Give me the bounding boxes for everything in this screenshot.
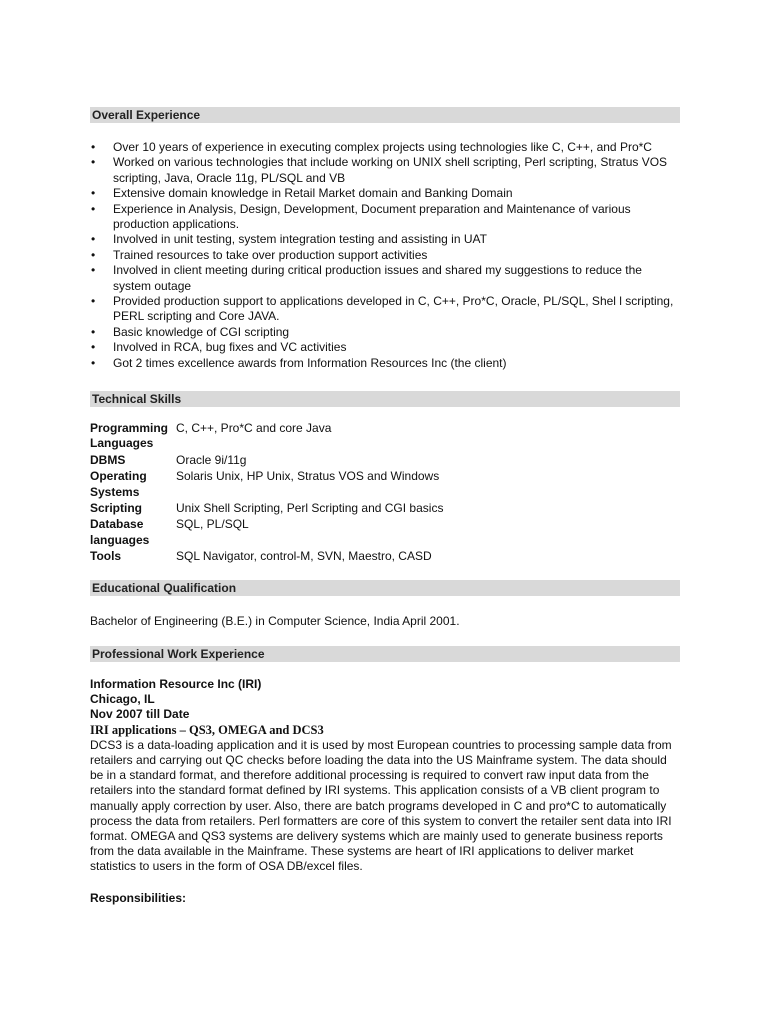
skill-row-database-languages xyxy=(90,517,680,548)
list-item: • Over 10 years of experience in executing complex projects using technologies like C, C++, and Pro*C xyxy=(90,140,680,155)
skill-row-dbms xyxy=(90,453,680,468)
overall-experience-list xyxy=(90,140,680,371)
section-header-work-experience: Professional Work Experience xyxy=(90,646,680,662)
skill-row-scripting xyxy=(90,501,680,516)
skill-label: Tools xyxy=(90,549,122,564)
work-experience-block xyxy=(90,677,680,906)
list-item: • Extensive domain knowledge in Retail Market domain and Banking Domain xyxy=(90,186,680,201)
skill-label: Database languages xyxy=(90,517,150,547)
section-header-technical-skills: Technical Skills xyxy=(90,391,680,407)
list-item: • Involved in RCA, bug fixes and VC activities xyxy=(90,340,680,355)
skill-row-operating-systems xyxy=(90,469,680,500)
list-item: • Trained resources to take over production support activities xyxy=(90,248,680,263)
skill-label: DBMS xyxy=(90,452,126,467)
skill-value: SQL, PL/SQL xyxy=(176,517,249,532)
list-item: • Basic knowledge of CGI scripting xyxy=(90,325,680,340)
technical-skills-table xyxy=(90,421,680,566)
employment-period: Nov 2007 till Date xyxy=(90,707,190,722)
list-item: • Experience in Analysis, Design, Development, Document preparation and Maintenance of various production applications. xyxy=(90,202,680,233)
list-item: • Got 2 times excellence awards from Information Resources Inc (the client) xyxy=(90,356,680,371)
list-item: • Involved in client meeting during critical production issues and shared my suggestions to reduce the system outage xyxy=(90,263,680,294)
list-item: • Involved in unit testing, system integration testing and assisting in UAT xyxy=(90,232,680,247)
company-name: Information Resource Inc (IRI) xyxy=(90,677,262,691)
skill-value: Solaris Unix, HP Unix, Stratus VOS and Windows xyxy=(176,469,440,484)
skill-value: Oracle 9i/11g xyxy=(176,452,247,467)
skill-row-programming xyxy=(90,421,680,452)
skill-value: C, C++, Pro*C and core Java xyxy=(176,421,332,435)
project-description: DCS3 is a data-loading application and it is used by most European countries to processing sample data from retailers and carrying out QC checks before loading the data into the US Mainframe system. The data should be in a standard format, and therefore additional processing is required to convert raw input data from the retailers into the standard format defined by IRI systems. This application consists of a VB client program to manually apply correction by user. Also, there are batch programs developed in C and pro*C to automatically process the data from retailers. Perl formatters are core of this system to convert the retailer sent data into IRI format. OMEGA and QS3 systems are delivery systems which are mainly used to generate business reports from the data available in the Mainframe. These systems are heart of IRI applications to deliver market statistics to users in the form of OSA DB/excel files. xyxy=(90,737,672,874)
skill-label: Operating Systems xyxy=(90,469,147,499)
responsibilities-label: Responsibilities: xyxy=(90,890,187,905)
skill-row-tools xyxy=(90,549,680,564)
list-item: • Provided production support to applications developed in C, C++, Pro*C, Oracle, PL/SQL, Shel l scripting, PERL scripting and Core JAVA. xyxy=(90,294,680,325)
list-item: • Worked on various technologies that include working on UNIX shell scripting, Perl scripting, Stratus VOS scripting, Java, Oracle 11g, PL/SQL and VB xyxy=(90,155,680,186)
education-text: Bachelor of Engineering (B.E.) in Computer Science, India April 2001. xyxy=(90,614,460,628)
company-location: Chicago, IL xyxy=(90,692,155,707)
skill-label: Scripting xyxy=(90,501,143,516)
section-header-education: Educational Qualification xyxy=(90,580,680,596)
skill-value: SQL Navigator, control-M, SVN, Maestro, CASD xyxy=(176,549,432,564)
skill-label: Programming Languages xyxy=(90,421,169,451)
project-title: IRI applications – QS3, OMEGA and DCS3 xyxy=(90,722,324,737)
section-header-overall-experience: Overall Experience xyxy=(90,107,680,123)
skill-value: Unix Shell Scripting, Perl Scripting and CGI basics xyxy=(176,501,444,516)
